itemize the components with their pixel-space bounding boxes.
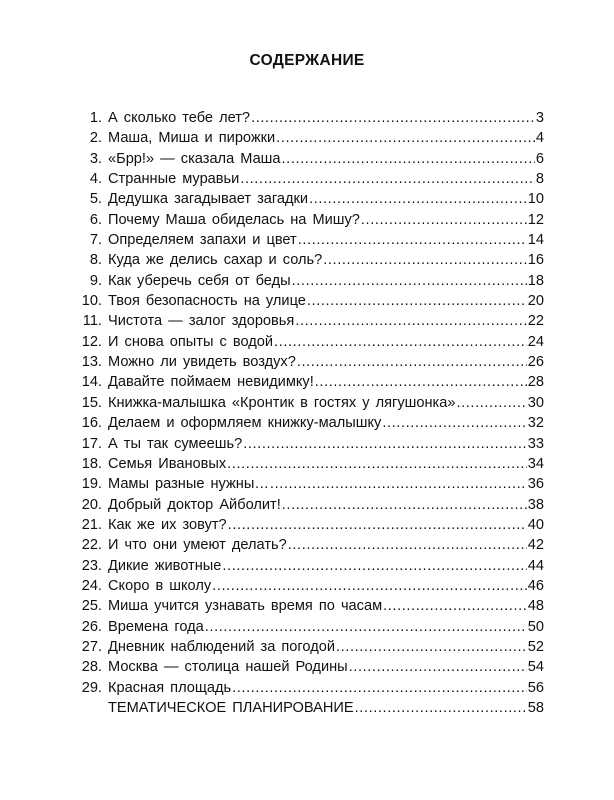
toc-entry-page-number: 26	[527, 354, 544, 371]
toc-entry-title: Дневник наблюдений за погодой	[108, 638, 335, 655]
toc-dot-leader	[274, 332, 527, 352]
toc-entry-title: Дедушка загадывает загадки	[108, 191, 309, 208]
toc-entry-number: 1.	[89, 110, 102, 126]
toc-entry-number: 15.	[81, 394, 102, 411]
toc-entry-page-number: 46	[527, 577, 544, 594]
toc-entry-number: 25.	[81, 598, 102, 615]
toc-dot-leader	[297, 352, 527, 372]
toc-entry-page-number: 22	[527, 313, 544, 330]
toc-entry	[78, 352, 544, 372]
toc-dot-leader	[240, 169, 535, 189]
toc-dot-leader	[383, 596, 527, 616]
toc-dot-leader	[382, 413, 526, 433]
toc-dot-leader	[276, 128, 535, 148]
toc-dot-leader	[295, 311, 526, 331]
toc-entry-number: 20.	[81, 496, 102, 513]
toc-dot-leader	[282, 149, 535, 169]
toc-entry-title: Как уберечь себя от беды	[108, 272, 291, 289]
toc-entry	[78, 576, 544, 596]
toc-entry-page-number: 30	[527, 394, 544, 411]
toc-entry-number: 6.	[89, 211, 102, 228]
toc-dot-leader	[270, 474, 527, 494]
toc-entry-page-number: 48	[527, 598, 544, 615]
toc-entry-title: Определяем запахи и цвет	[108, 232, 297, 249]
toc-entry	[78, 230, 544, 250]
toc-entry-page-number: 44	[527, 557, 544, 574]
toc-entry-number: 18.	[81, 455, 102, 472]
toc-entry	[78, 596, 544, 616]
toc-entry-title: Москва — столица нашей Родины	[108, 659, 348, 676]
toc-dot-leader	[228, 515, 527, 535]
toc-entry-number: 29.	[81, 679, 102, 696]
toc-dot-leader	[288, 535, 527, 555]
toc-entry-number: 8.	[89, 252, 102, 269]
toc-entry-title: Семья Ивановых	[108, 455, 227, 472]
toc-dot-leader	[361, 210, 527, 230]
toc-entry-page-number: 14	[527, 232, 544, 249]
toc-entry-title: Давайте поймаем невидимку!	[108, 374, 314, 391]
toc-entry-title: Скоро в школу	[108, 577, 212, 594]
toc-entry	[78, 556, 544, 576]
toc-entry-page-number: 6	[535, 150, 544, 167]
toc-entry-title: Чистота — залог здоровья	[108, 313, 295, 330]
toc-entry-number: 11.	[82, 313, 102, 330]
toc-entry-page-number: 18	[527, 272, 544, 289]
toc-entry-title: Твоя безопасность на улице	[108, 293, 306, 310]
toc-entry-page-number: 12	[527, 211, 544, 228]
toc-entry-number: 5.	[89, 191, 102, 208]
toc-entry-title: Можно ли увидеть воздух?	[108, 354, 296, 371]
toc-entry	[78, 495, 544, 515]
toc-entry	[78, 434, 544, 454]
toc-entry-page-number: 38	[527, 496, 544, 513]
toc-dot-leader	[309, 189, 527, 209]
toc-entry-title: «Брр!» — сказала Маша	[108, 150, 281, 167]
toc-entry-number: 23.	[81, 557, 102, 574]
toc-dot-leader	[349, 657, 527, 677]
toc-entry	[78, 637, 544, 657]
toc-entry-page-number: 24	[527, 333, 544, 350]
toc-entry-page-number: 8	[535, 171, 544, 188]
toc-dot-leader	[336, 637, 527, 657]
toc-dot-leader	[205, 617, 527, 637]
toc-dot-leader	[227, 454, 527, 474]
toc-entry-page-number: 33	[527, 435, 544, 452]
toc-entry-number: 10.	[81, 293, 102, 310]
toc-entry	[78, 617, 544, 637]
toc-entry-page-number: 54	[527, 659, 544, 676]
toc-entry	[78, 291, 544, 311]
toc-entry	[78, 657, 544, 677]
toc-entry-title: Миша учится узнавать время по часам	[108, 598, 383, 615]
toc-dot-leader	[315, 372, 527, 392]
toc-entry-number: 12.	[81, 333, 102, 350]
toc-dot-leader	[307, 291, 527, 311]
toc-entry	[78, 210, 544, 230]
toc-entry-page-number: 20	[527, 293, 544, 310]
toc-entry-page-number: 10	[527, 191, 544, 208]
toc-entry-title: Маша, Миша и пирожки	[108, 130, 276, 147]
toc-entry-title: ТЕМАТИЧЕСКОЕ ПЛАНИРОВАНИЕ	[108, 699, 354, 716]
page-title: СОДЕРЖАНИЕ	[249, 52, 365, 69]
toc-entry	[78, 128, 544, 148]
toc-entry-title: Красная площадь	[108, 679, 232, 696]
toc-dot-leader	[298, 230, 527, 250]
table-of-contents	[78, 108, 544, 718]
toc-entry-title: Странные муравьи	[108, 171, 240, 188]
toc-entry-title: Делаем и оформляем книжку-малышку	[108, 415, 382, 432]
toc-entry-page-number: 28	[527, 374, 544, 391]
toc-entry-page-number: 3	[535, 110, 544, 126]
toc-entry-number: 4.	[89, 171, 102, 188]
toc-entry-page-number: 58	[527, 699, 544, 716]
toc-entry	[78, 169, 544, 189]
toc-entry	[78, 372, 544, 392]
toc-entry-number: 21.	[81, 516, 102, 533]
toc-entry-title: И что они умеют делать?	[108, 537, 287, 554]
toc-entry-page-number: 16	[527, 252, 544, 269]
toc-entry-number: 22.	[81, 537, 102, 554]
toc-entry-page-number: 52	[527, 638, 544, 655]
toc-entry-page-number: 56	[527, 679, 544, 696]
toc-entry-page-number: 4	[535, 130, 544, 147]
toc-entry-title: А ты так сумеешь?	[108, 435, 243, 452]
toc-dot-leader	[282, 495, 527, 515]
toc-dot-leader	[323, 250, 527, 270]
toc-entry	[78, 332, 544, 352]
toc-entry	[78, 149, 544, 169]
toc-dot-leader	[456, 393, 526, 413]
toc-entry	[78, 393, 544, 413]
toc-entry-title: И снова опыты с водой	[108, 333, 274, 350]
toc-entry	[78, 698, 544, 718]
toc-dot-leader	[232, 678, 527, 698]
toc-entry	[78, 271, 544, 291]
toc-entry-title: Почему Маша обиделась на Мишу?	[108, 211, 360, 228]
toc-entry-number: 14.	[81, 374, 102, 391]
toc-entry-title: Времена года	[108, 618, 204, 635]
toc-entry-number: 13.	[81, 354, 102, 371]
toc-entry-number: 28.	[81, 659, 102, 676]
toc-entry-number: 7.	[89, 232, 102, 249]
toc-entry-title: Добрый доктор Айболит!	[108, 496, 281, 513]
toc-entry	[78, 454, 544, 474]
toc-entry-title: Дикие животные	[108, 557, 222, 574]
toc-entry-number: 16.	[81, 415, 102, 432]
toc-entry-number: 2.	[89, 130, 102, 147]
toc-entry	[78, 678, 544, 698]
toc-entry	[78, 515, 544, 535]
toc-dot-leader	[212, 576, 527, 596]
toc-entry-title: Куда же делись сахар и соль?	[108, 252, 323, 269]
toc-entry-title: Мамы разные нужны…	[108, 476, 269, 493]
toc-dot-leader	[355, 698, 527, 718]
toc-entry-number: 26.	[81, 618, 102, 635]
toc-entry	[78, 535, 544, 555]
toc-entry-number: 3.	[89, 150, 102, 167]
toc-entry	[78, 108, 544, 128]
toc-entry-page-number: 32	[527, 415, 544, 432]
toc-entry-number: 19.	[81, 476, 102, 493]
toc-entry-page-number: 34	[527, 455, 544, 472]
toc-entry	[78, 189, 544, 209]
toc-entry-title: А сколько тебе лет?	[108, 110, 251, 126]
toc-entry	[78, 250, 544, 270]
toc-dot-leader	[243, 434, 527, 454]
toc-entry-page-number: 42	[527, 537, 544, 554]
toc-entry-number: 27.	[81, 638, 102, 655]
toc-entry-number: 24.	[81, 577, 102, 594]
toc-entry-number: 9.	[89, 272, 102, 289]
toc-entry-title: Как же их зовут?	[108, 516, 227, 533]
toc-entry-page-number: 50	[527, 618, 544, 635]
toc-entry-title: Книжка-малышка «Кронтик в гостях у лягушонка»	[108, 394, 456, 411]
toc-dot-leader	[251, 108, 535, 128]
toc-entry	[78, 413, 544, 433]
toc-entry	[78, 311, 544, 331]
toc-dot-leader	[292, 271, 527, 291]
toc-entry-page-number: 40	[527, 516, 544, 533]
toc-entry-page-number: 36	[527, 476, 544, 493]
toc-entry-number: 17.	[81, 435, 102, 452]
toc-entry	[78, 474, 544, 494]
toc-dot-leader	[222, 556, 526, 576]
